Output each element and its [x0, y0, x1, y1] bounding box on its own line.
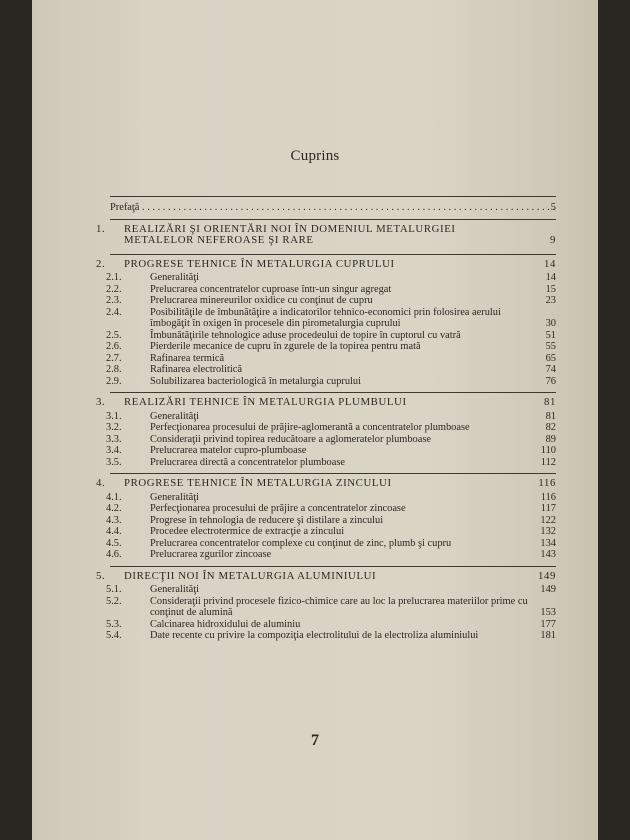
- toc-subentry: [106, 445, 556, 457]
- section-number: 2.6.: [106, 341, 122, 352]
- toc-subentry: [106, 272, 556, 284]
- toc-chapter: [96, 477, 556, 490]
- toc-page: 14: [544, 257, 556, 270]
- section-title: Generalităţi: [150, 491, 200, 503]
- toc-subentry: [106, 422, 556, 434]
- section-number: 4.2.: [106, 503, 122, 514]
- table-of-contents: [96, 196, 556, 647]
- section-title: Generalităţi: [150, 272, 200, 283]
- toc-subentry: [106, 352, 556, 365]
- toc-entry-preface: [110, 202, 556, 214]
- toc-subentry: [106, 329, 556, 342]
- section-number: 2.3.: [106, 295, 122, 306]
- chapter-number: 3.: [96, 396, 106, 408]
- toc-subentry: [106, 630, 556, 642]
- toc-page: 116: [538, 477, 556, 489]
- section-title: Pierderile mecanice de cupru în zgurele de la topirea pentru mată: [150, 341, 421, 352]
- toc-page: 89: [545, 433, 556, 445]
- section-title: Procedee electrotermice de extracţie a zincului: [150, 526, 345, 537]
- section-title: Progrese în tehnologia de reducere şi distilare a zincului: [150, 514, 384, 526]
- section-number: 5.4.: [106, 630, 122, 641]
- toc-subentry: [106, 283, 556, 296]
- chapter-number: 4.: [96, 477, 106, 489]
- section-title: Generalităţi: [150, 584, 200, 595]
- toc-subentry: [106, 584, 556, 596]
- toc-page: 132: [540, 526, 556, 537]
- toc-page: 153: [540, 607, 556, 618]
- section-number: 2.5.: [106, 329, 122, 341]
- chapter-title: PROGRESE TEHNICE ÎN METALURGIA CUPRULUI: [124, 257, 395, 270]
- chapter-title: PROGRESE TEHNICE ÎN METALURGIA ZINCULUI: [124, 477, 392, 489]
- toc-subentry: [106, 433, 556, 446]
- section-title: Calcinarea hidroxidului de aluminiu: [150, 618, 301, 630]
- section-number: 2.4.: [106, 306, 122, 318]
- section-number: 3.5.: [106, 456, 122, 468]
- chapter-list: [96, 219, 556, 647]
- toc-page: 134: [540, 537, 556, 549]
- section-title: Prelucrarea minereurilor oxidice cu conţinut de cupru: [150, 295, 373, 306]
- chapter-rule: [110, 566, 556, 567]
- toc-page: 9: [550, 234, 556, 246]
- toc-chapter: [96, 222, 556, 247]
- toc-subentry: [106, 618, 556, 631]
- section-number: 4.5.: [106, 537, 122, 549]
- toc-page: 74: [545, 364, 556, 375]
- section-number: 5.1.: [106, 584, 122, 595]
- toc-page: 82: [545, 422, 556, 433]
- section-number: 2.8.: [106, 364, 122, 375]
- leader-dots: [139, 202, 556, 213]
- toc-page: 51: [545, 329, 556, 341]
- toc-page: 143: [540, 549, 556, 560]
- page-number: 7: [311, 732, 319, 749]
- chapter-title: REALIZĂRI TEHNICE ÎN METALURGIA PLUMBULUI: [124, 396, 407, 408]
- section-number: 5.2.: [106, 595, 122, 607]
- book-page: [32, 0, 598, 840]
- toc-page: 117: [540, 503, 556, 514]
- section-title: Solubilizarea bacteriologică în metalurgia cuprului: [150, 375, 362, 387]
- toc-subentry: [106, 306, 556, 330]
- toc-subentry: [106, 410, 556, 423]
- section-number: 2.9.: [106, 375, 122, 387]
- toc-subentry: [106, 537, 556, 550]
- section-title: Prelucrarea concentratelor cuproase într-un singur agregat: [150, 283, 392, 295]
- chapter-number: 2.: [96, 257, 106, 270]
- toc-subentry: [106, 549, 556, 561]
- toc-subentry: [106, 514, 556, 527]
- toc-subentry: [106, 341, 556, 353]
- toc-page: 177: [540, 618, 556, 630]
- section-number: 5.3.: [106, 618, 122, 630]
- section-number: 3.1.: [106, 410, 122, 422]
- chapter-title: DIRECŢII NOI ÎN METALURGIA ALUMINIULUI: [124, 569, 377, 582]
- section-title: Generalităţi: [150, 410, 200, 422]
- section-title: Prelucrarea zgurilor zincoase: [150, 549, 272, 560]
- toc-page: 110: [540, 445, 556, 456]
- chapter-rule: [110, 254, 556, 255]
- page-title: Cuprins: [290, 148, 340, 164]
- section-title: Rafinarea electrolitică: [150, 364, 243, 375]
- chapter-number: 1.: [96, 222, 106, 235]
- toc-subentry: [106, 595, 556, 619]
- toc-subentry: [106, 295, 556, 307]
- section-number: 3.4.: [106, 445, 122, 456]
- toc-page: 122: [540, 514, 556, 526]
- section-title: Posibilităţile de îmbunătăţire a indicatorilor tehnico-economici prin folosirea aerului îmbogăţit în oxigen în procesele din pirometalurgia cuprului: [150, 306, 501, 329]
- toc-page: 112: [540, 456, 556, 468]
- toc-label: Prefaţă: [110, 202, 140, 213]
- section-number: 4.3.: [106, 514, 122, 526]
- section-title: Rafinarea termică: [150, 352, 225, 364]
- section-title: Îmbunătăţirile tehnologice aduse procedeului de topire în cuptorul cu vatră: [150, 329, 461, 341]
- toc-subentry: [106, 526, 556, 538]
- section-number: 3.3.: [106, 433, 122, 445]
- toc-chapter: [96, 396, 556, 409]
- section-number: 2.7.: [106, 352, 122, 364]
- toc-page: 14: [545, 272, 556, 283]
- section-number: 4.1.: [106, 491, 122, 503]
- toc-page: 55: [545, 341, 556, 352]
- chapter-rule: [110, 219, 556, 220]
- chapter-title: REALIZĂRI ŞI ORIENTĂRI NOI ÎN DOMENIUL METALURGIEI METALELOR NEFEROASE ŞI RARE: [124, 222, 456, 246]
- toc-page: 15: [545, 283, 556, 295]
- chapter-rule: [110, 473, 556, 474]
- toc-subentry: [106, 375, 556, 388]
- toc-page: 81: [544, 396, 556, 408]
- toc-chapter: [96, 569, 556, 583]
- toc-page: 30: [545, 318, 556, 329]
- section-title: Date recente cu privire la compoziţia electrolitului de la electroliza aluminiului: [150, 630, 479, 641]
- toc-subentry: [106, 503, 556, 515]
- toc-page: 23: [545, 295, 556, 306]
- section-title: Prelucrarea concentratelor complexe cu conţinut de zinc, plumb şi cupru: [150, 537, 452, 549]
- section-title: Perfecţionarea procesului de prăjire-aglomerantă a concentratelor plumboase: [150, 422, 470, 433]
- toc-page: 149: [538, 569, 556, 582]
- section-number: 3.2.: [106, 422, 122, 433]
- toc-subentry: [106, 456, 556, 469]
- section-number: 2.2.: [106, 283, 122, 295]
- toc-page: 149: [540, 584, 556, 595]
- section-title: Perfecţionarea procesului de prăjire a concentratelor zincoase: [150, 503, 406, 514]
- toc-page: 181: [540, 630, 556, 641]
- section-title: Prelucrarea matelor cupro-plumboase: [150, 445, 307, 456]
- section-title: Consideraţii privind topirea reducătoare a aglomeratelor plumboase: [150, 433, 432, 445]
- section-number: 4.6.: [106, 549, 122, 560]
- toc-subentry: [106, 491, 556, 504]
- toc-chapter: [96, 257, 556, 271]
- toc-subentry: [106, 364, 556, 376]
- toc-page: 65: [545, 352, 556, 364]
- section-title: Consideraţii privind procesele fizico-chimice care au loc la prelucrarea materiilor prime cu conţinut de alumină: [150, 595, 528, 618]
- toc-page: 76: [545, 375, 556, 387]
- chapter-rule: [110, 392, 556, 393]
- section-number: 2.1.: [106, 272, 122, 283]
- section-title: Prelucrarea directă a concentratelor plumboase: [150, 456, 346, 468]
- toc-page: 116: [540, 491, 556, 503]
- toc-page: 5: [550, 202, 556, 213]
- chapter-number: 5.: [96, 569, 106, 582]
- toc-page: 81: [545, 410, 556, 422]
- section-number: 4.4.: [106, 526, 122, 537]
